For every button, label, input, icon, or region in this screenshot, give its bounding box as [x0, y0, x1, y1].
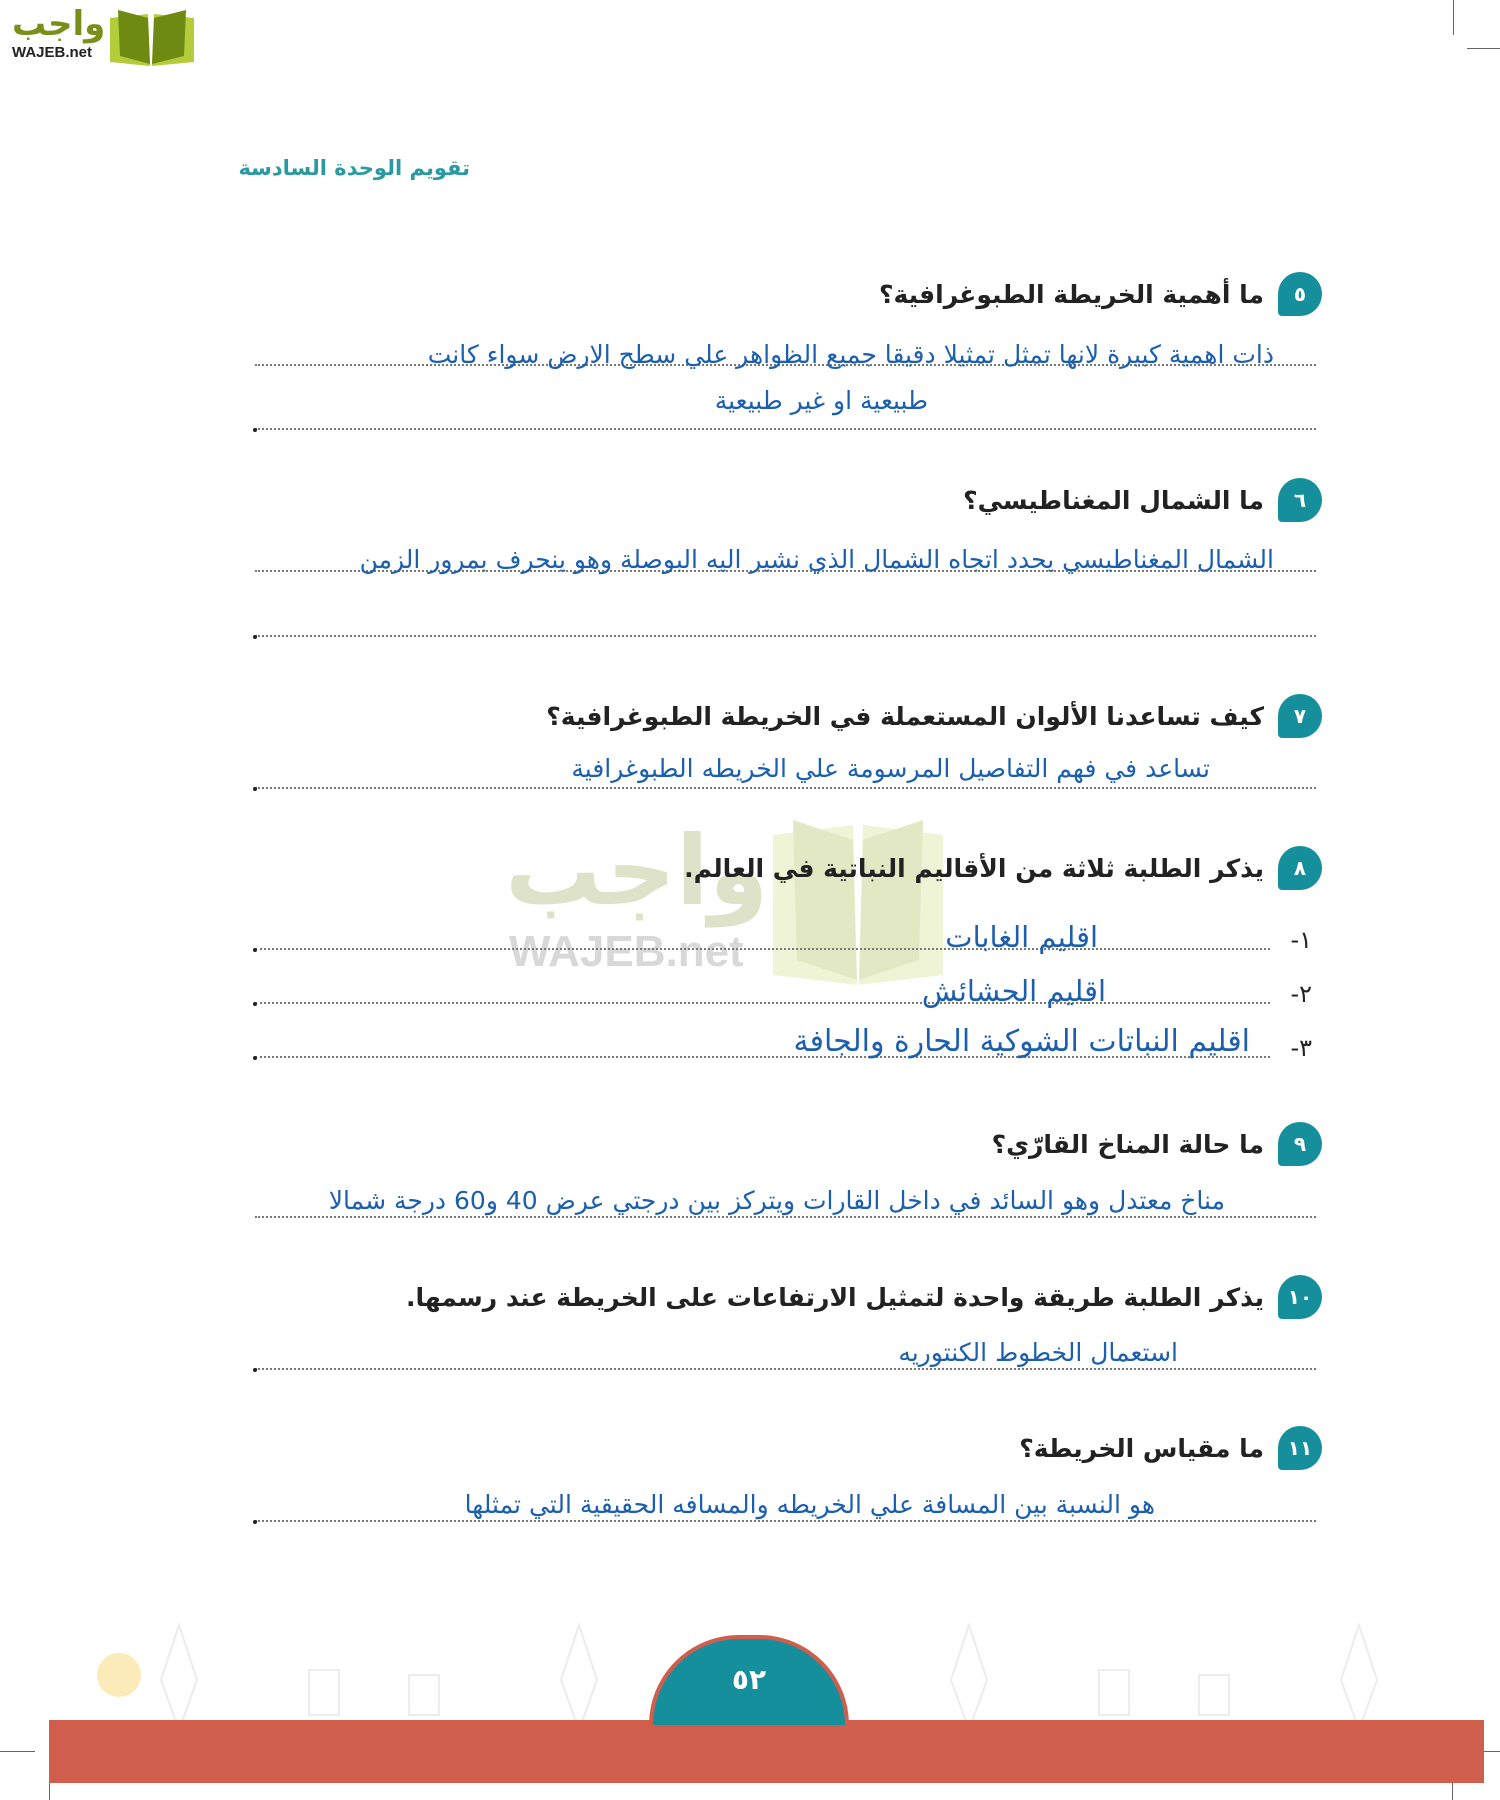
answer-line	[255, 428, 1316, 430]
answer-line	[255, 1368, 1316, 1370]
question-number-badge: ٧	[1278, 694, 1322, 738]
list-number: ٢-	[1290, 980, 1312, 1008]
crop-mark	[0, 1751, 35, 1752]
answer-line	[255, 948, 1270, 950]
question-text: كيف تساعدنا الألوان المستعملة في الخريطة الطبوغرافية؟	[546, 701, 1264, 731]
answer-line	[255, 1216, 1316, 1218]
book-icon	[108, 6, 196, 66]
book-icon	[773, 815, 943, 985]
answer-line	[255, 787, 1316, 789]
list-number: ٣-	[1290, 1034, 1312, 1062]
answer-text: اقليم الحشائش	[921, 974, 1106, 1008]
answer-text: تساعد في فهم التفاصيل المرسومة علي الخريطه الطبوغرافية	[571, 754, 1210, 783]
question-text: ما حالة المناخ القارّي؟	[991, 1129, 1264, 1159]
question-6	[963, 478, 1322, 522]
question-text: يذكر الطلبة طريقة واحدة لتمثيل الارتفاعات على الخريطة عند رسمها.	[406, 1282, 1264, 1312]
answer-text: الشمال المغناطيسي يحدد اتجاه الشمال الذي نشير اليه البوصلة وهو ينحرف بمرور الزمن	[359, 545, 1274, 574]
answer-text: استعمال الخطوط الكنتوريه	[898, 1338, 1178, 1367]
wajeb-logo[interactable]	[8, 4, 193, 68]
question-number-badge: ٥	[1278, 272, 1322, 316]
list-number: ١-	[1290, 926, 1312, 954]
crop-mark	[1453, 0, 1454, 35]
question-10	[406, 1275, 1322, 1319]
logo-arabic-text: واجب	[12, 4, 106, 44]
answer-text: هو النسبة بين المسافة علي الخريطه والمسافه الحقيقية التي تمثلها	[464, 1490, 1155, 1519]
question-11	[1019, 1426, 1322, 1470]
question-number-badge: ٩	[1278, 1122, 1322, 1166]
answer-line	[255, 1002, 1270, 1004]
wajeb-watermark	[505, 815, 945, 985]
answer-text: ذات اهمية كبيرة لانها تمثل تمثيلا دقيقا جميع الظواهر علي سطح الارض سواء كانت	[427, 340, 1274, 369]
answer-text: اقليم الغابات	[945, 920, 1098, 954]
question-number-badge: ٨	[1278, 846, 1322, 890]
question-8	[684, 846, 1322, 890]
question-number-badge: ٦	[1278, 478, 1322, 522]
crop-mark	[1467, 48, 1500, 49]
question-number-badge: ١٠	[1278, 1275, 1322, 1319]
answer-text: اقليم النباتات الشوكية الحارة والجافة	[793, 1024, 1250, 1059]
watermark-arabic: واجب	[505, 815, 769, 927]
question-text: ما مقياس الخريطة؟	[1019, 1433, 1264, 1463]
logo-latin-text: WAJEB.net	[12, 44, 93, 61]
footer-bar	[49, 1720, 1484, 1783]
watermark-latin: WAJEB.net	[509, 927, 744, 976]
question-9	[992, 1122, 1322, 1166]
question-text: ما أهمية الخريطة الطبوغرافية؟	[878, 279, 1264, 309]
answer-text: مناخ معتدل وهو السائد في داخل القارات ويتركز بين درجتي عرض 40 و60 درجة شمالا	[328, 1186, 1225, 1215]
page-number: ٥٢	[731, 1663, 767, 1696]
question-text: ما الشمال المغناطيسي؟	[963, 485, 1264, 515]
question-5	[879, 272, 1322, 316]
answer-line	[255, 635, 1316, 637]
answer-line	[255, 1520, 1316, 1522]
question-number-badge: ١١	[1278, 1426, 1322, 1470]
answer-text: طبيعية او غير طبيعية	[714, 386, 928, 415]
unit-title: تقويم الوحدة السادسة	[238, 156, 470, 180]
question-7	[546, 694, 1322, 738]
question-text: يذكر الطلبة ثلاثة من الأقاليم النباتية في العالم.	[684, 853, 1264, 883]
